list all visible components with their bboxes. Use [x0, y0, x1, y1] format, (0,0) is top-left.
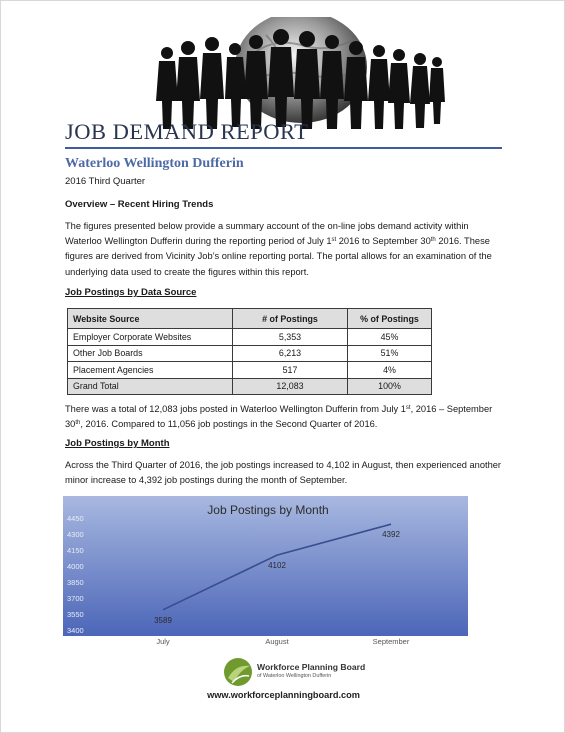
org-subtitle: of Waterloo Wellington Dufferin [257, 673, 332, 679]
chart-title: Job Postings by Month [207, 503, 329, 517]
table-cell: Other Job Boards [68, 345, 233, 362]
table-row [68, 345, 432, 362]
workforce-planning-board-logo [222, 656, 382, 688]
total-postings-paragraph: There was a total of 12,083 jobs posted in Waterloo Wellington Dufferin from July 1st, 2016 – September 30th, 2016. Compared to 11,056 job postings in the Second Quarter of 2016. [65, 404, 493, 430]
y-tick-label: 4300 [67, 530, 84, 539]
overview-heading: Overview – Recent Hiring Trends [65, 199, 214, 210]
table-cell: 45% [348, 329, 432, 346]
report-title: JOB DEMAND REPORT [65, 119, 309, 144]
overview-paragraph: The figures presented below provide a summary account of the on-line jobs demand activity within Waterloo Wellington Dufferin during the reporting period of July 1st 2016 to September 30th 2016. These figures are derived from Vicinity Job’s online reporting portal. The portal allows for an examination of the underlying data used to create the figures within this report. [65, 221, 492, 277]
table-cell: 100% [348, 378, 432, 395]
x-tick-label: September [372, 637, 410, 646]
column-header: % of Postings [348, 309, 432, 329]
monthly-paragraph: Across the Third Quarter of 2016, the job postings increased to 4,102 in August, then experienced another minor increase to 4,392 job postings during the month of September. [65, 460, 502, 486]
x-tick-label: July [156, 637, 170, 646]
y-tick-label: 3400 [67, 626, 84, 635]
monthly-heading: Job Postings by Month [65, 438, 170, 449]
table-cell: 6,213 [233, 345, 348, 362]
table-cell: 12,083 [233, 378, 348, 395]
website-url[interactable]: www.workforceplanningboard.com [207, 690, 360, 700]
table-cell: 51% [348, 345, 432, 362]
data-label: 4392 [382, 530, 400, 540]
table-row [68, 362, 432, 379]
y-tick-label: 4450 [67, 514, 84, 523]
data-source-heading: Job Postings by Data Source [65, 287, 197, 298]
title-divider [65, 147, 502, 149]
y-tick-label: 3850 [67, 578, 84, 587]
table-row [68, 329, 432, 346]
org-name: Workforce Planning Board [257, 662, 366, 672]
postings-by-source-table [67, 308, 432, 395]
data-label: 3589 [154, 615, 172, 625]
column-header: # of Postings [233, 309, 348, 329]
business-people-globe-banner [151, 17, 451, 129]
data-label: 4102 [268, 561, 286, 571]
y-tick-label: 4150 [67, 546, 84, 555]
table-cell: 5,353 [233, 329, 348, 346]
x-tick-label: August [265, 637, 289, 646]
y-tick-label: 3550 [67, 610, 84, 619]
table-cell: Placement Agencies [68, 362, 233, 379]
y-tick-label: 4000 [67, 562, 84, 571]
table-header-row [68, 309, 432, 329]
column-header: Website Source [68, 309, 233, 329]
region-subtitle: Waterloo Wellington Dufferin [65, 156, 244, 171]
chart-background [63, 496, 468, 636]
y-tick-label: 3700 [67, 594, 84, 603]
table-cell: 517 [233, 362, 348, 379]
job-postings-line-chart [63, 496, 468, 649]
table-cell: Grand Total [68, 378, 233, 395]
table-cell: Employer Corporate Websites [68, 329, 233, 346]
table-cell: 4% [348, 362, 432, 379]
quarter-label: 2016 Third Quarter [65, 176, 146, 187]
table-total-row [68, 378, 432, 395]
